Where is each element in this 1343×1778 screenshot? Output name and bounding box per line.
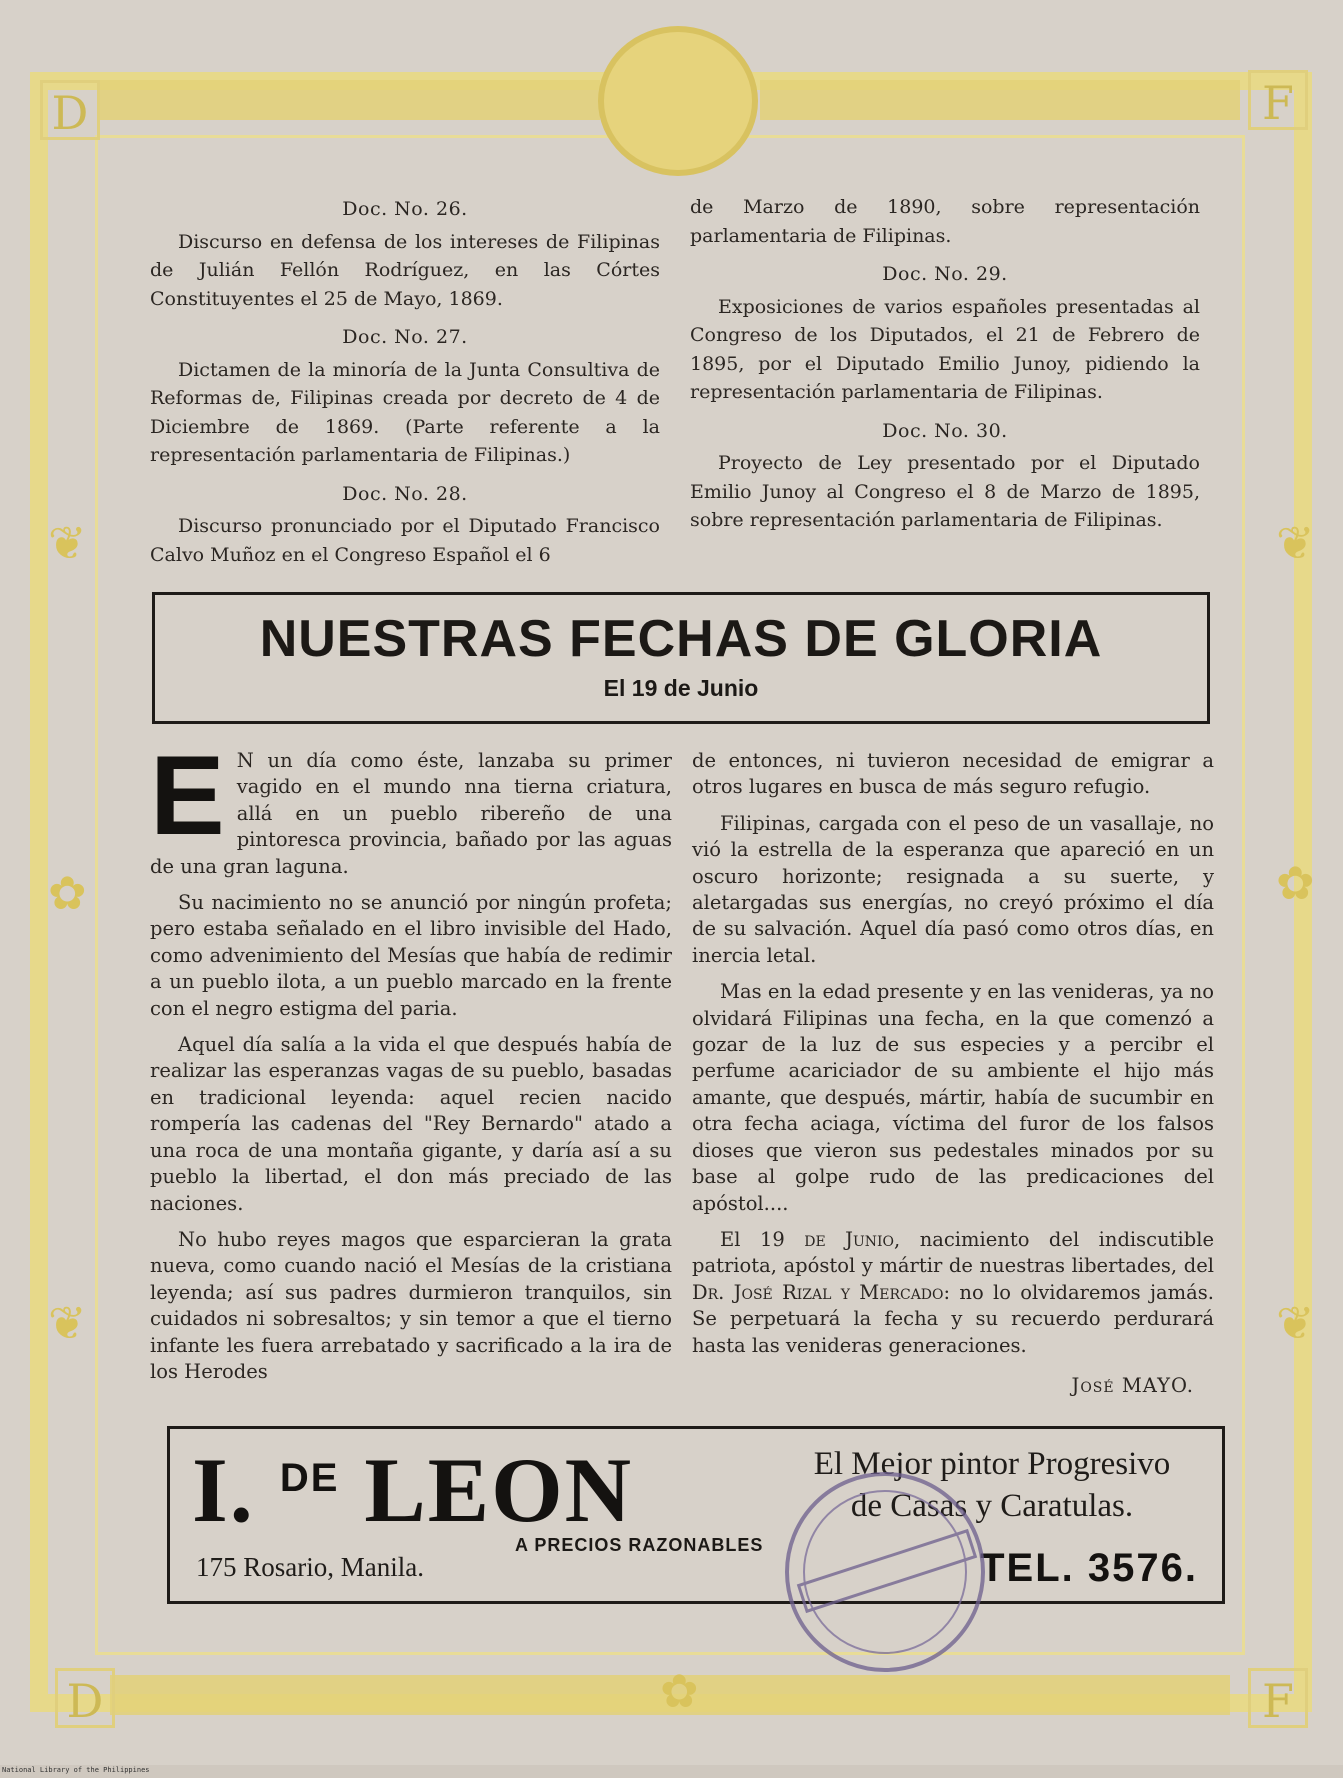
flower-icon: ❦	[48, 516, 87, 570]
ad-tagline-line: de Casas y Caratulas.	[850, 1488, 1134, 1524]
article-paragraph: de entonces, ni tuvieron necesidad de emigrar a otros lugares en busca de más seguro refugio.	[692, 749, 1214, 799]
corner-ornament-tr: F	[1248, 70, 1308, 130]
ad-tagline-line: El Mejor pintor Progresivo	[813, 1446, 1171, 1482]
doc-heading: Doc. No. 29.	[882, 263, 1008, 285]
article-paragraph: Mas en la edad presente y en las venideras, ya no olvidará Filipinas una fecha, en la que comenzó a gozar de la luz de sus especies y a percibr el perfume acariciador de su ambiente el hijo más amante, que después, mártir, había de sucumbir en otra fecha aciaga, víctima del furor de los falsos dioses que vieron sus pedestales minados por su base al golpe rudo de las predicaciones del apóstol....	[692, 980, 1214, 1215]
ad-price-note: A PRECIOS RAZONABLES	[515, 1535, 764, 1555]
article-title: NUESTRAS FECHAS DE GLORIA	[259, 610, 1103, 668]
doc-text: Proyecto de Ley presentado por el Diputado Emilio Junoy al Congreso el 8 de Marzo de 1895, sobre representación parlamentaria de Filipinas.	[690, 452, 1200, 531]
article-paragraph: No hubo reyes magos que esparcieran la grata nueva, como cuando nació el Mesías de la cristiana leyenda; así sus padres durmieron tranquilos, sin cuidados ni sobresaltos; y sin temor a que el tierno infante les fuera arrebatado y sacrificado a la ira de los Herodes	[150, 1227, 672, 1383]
text: , nacimiento del indiscutible patriota, apóstol y mártir de nuestras libertades, del	[692, 1227, 1214, 1278]
library-stamp	[785, 1472, 985, 1672]
doc-heading: Doc. No. 30.	[882, 419, 1008, 442]
ad-initial: I.	[192, 1439, 255, 1541]
text: El 19	[720, 1227, 805, 1251]
article-right-column	[692, 748, 1214, 1399]
doc-heading: Doc. No. 28.	[342, 482, 468, 505]
ad-surname: LEON	[364, 1439, 634, 1541]
author-signature: José MAYO.	[1071, 1373, 1194, 1397]
portrait-medallion	[598, 26, 758, 176]
corner-ornament-br: F	[1248, 1668, 1308, 1728]
article-paragraph: Aquel día salía a la vida el que después había de realizar las esperanzas vagas de su pueblo, basadas en tradicional leyenda: aquel recien nacido rompería las cadenas del "Rey Bernardo" atado a una roca de una montaña gigante, y daría así a su pueblo la libertad, el don más preciado de las naciones.	[150, 1033, 672, 1215]
ad-business-name	[192, 1437, 633, 1543]
top-ornament-left	[100, 80, 600, 120]
doc-text: Discurso pronunciado por el Diputado Francisco Calvo Muñoz en el Congreso Español el 6	[150, 515, 660, 566]
flower-icon: ❦	[48, 1296, 87, 1350]
footer-credit: National Library of the Philippines	[2, 1766, 150, 1774]
corner-ornament-bl: D	[55, 1668, 115, 1728]
article-paragraph: Su nacimiento no se anunció por ningún profeta; pero estaba señalado en el libro invisible del Hado, como advenimiento del Mesías que había de redimir a un pueblo ilota, a un pueblo marcado en la frente con el negro estigma del paria.	[150, 891, 672, 1020]
doc-text: Discurso en defensa de los intereses de Filipinas de Julián Fellón Rodríguez, en las Córtes Constituyentes el 25 de Mayo, 1869.	[150, 230, 660, 310]
article-paragraph-final	[692, 1227, 1214, 1359]
advertisement	[167, 1426, 1225, 1604]
article-paragraph: Filipinas, cargada con el peso de un vasallaje, no vió la estrella de la esperanza que apareció en un oscuro horizonte; resignada a su suerte, y aletargadas sus energías, no creyó próximo el día de su salvación. Aquel día pasó como otros días, en inercia letal.	[692, 811, 1214, 967]
corner-ornament-tl: D	[40, 80, 100, 140]
date-smallcaps: de Junio	[804, 1227, 895, 1251]
name-smallcaps: Dr. José Rizal y Mercado	[692, 1280, 944, 1304]
article-paragraph	[150, 733, 672, 880]
docs-left-column	[150, 193, 660, 579]
flower-icon: ❦	[1276, 516, 1315, 570]
text: : no lo olvidaremos jamás. Se perpetuará la fecha y su recuerdo perdurará hasta las venideras generaciones.	[692, 1280, 1214, 1357]
drop-cap: E	[150, 733, 225, 858]
paragraph-text: N un día como éste, lanzaba su primer vagido en el mundo nna tierna criatura, allá en un pueblo ribereño de una pintoresca provincia, bañado por las aguas de una gran laguna.	[150, 749, 672, 878]
article-title-box	[152, 592, 1210, 724]
ad-telephone: TEL. 3576.	[980, 1546, 1198, 1590]
doc-heading: Doc. No. 27.	[342, 326, 468, 348]
article-subtitle: El 19 de Junio	[603, 675, 759, 701]
ad-de: DE	[279, 1456, 340, 1500]
flower-icon: ❦	[1276, 1296, 1315, 1350]
doc-text: Exposiciones de varios españoles presentadas al Congreso de los Diputados, el 21 de Febrero de 1895, por el Diputado Emilio Junoy, pidiendo la representación parlamentaria de Filipinas.	[690, 295, 1200, 403]
flower-icon: ✿	[48, 866, 87, 920]
doc-text-continuation: de Marzo de 1890, sobre representación parlamentaria de Filipinas.	[690, 196, 1200, 247]
doc-text: Dictamen de la minoría de la Junta Consultiva de Reformas de, Filipinas creada por decreto de 4 de Diciembre de 1869. (Parte referente a la representación parlamentaria de Filipinas.)	[150, 358, 660, 466]
flower-icon: ✿	[1276, 856, 1315, 910]
article-left-column	[150, 733, 672, 1395]
top-ornament-right	[760, 80, 1240, 120]
doc-heading: Doc. No. 26.	[342, 198, 468, 220]
flower-icon: ✿	[660, 1664, 699, 1718]
ad-address: 175 Rosario, Manila.	[196, 1552, 424, 1582]
docs-right-column	[690, 193, 1200, 545]
